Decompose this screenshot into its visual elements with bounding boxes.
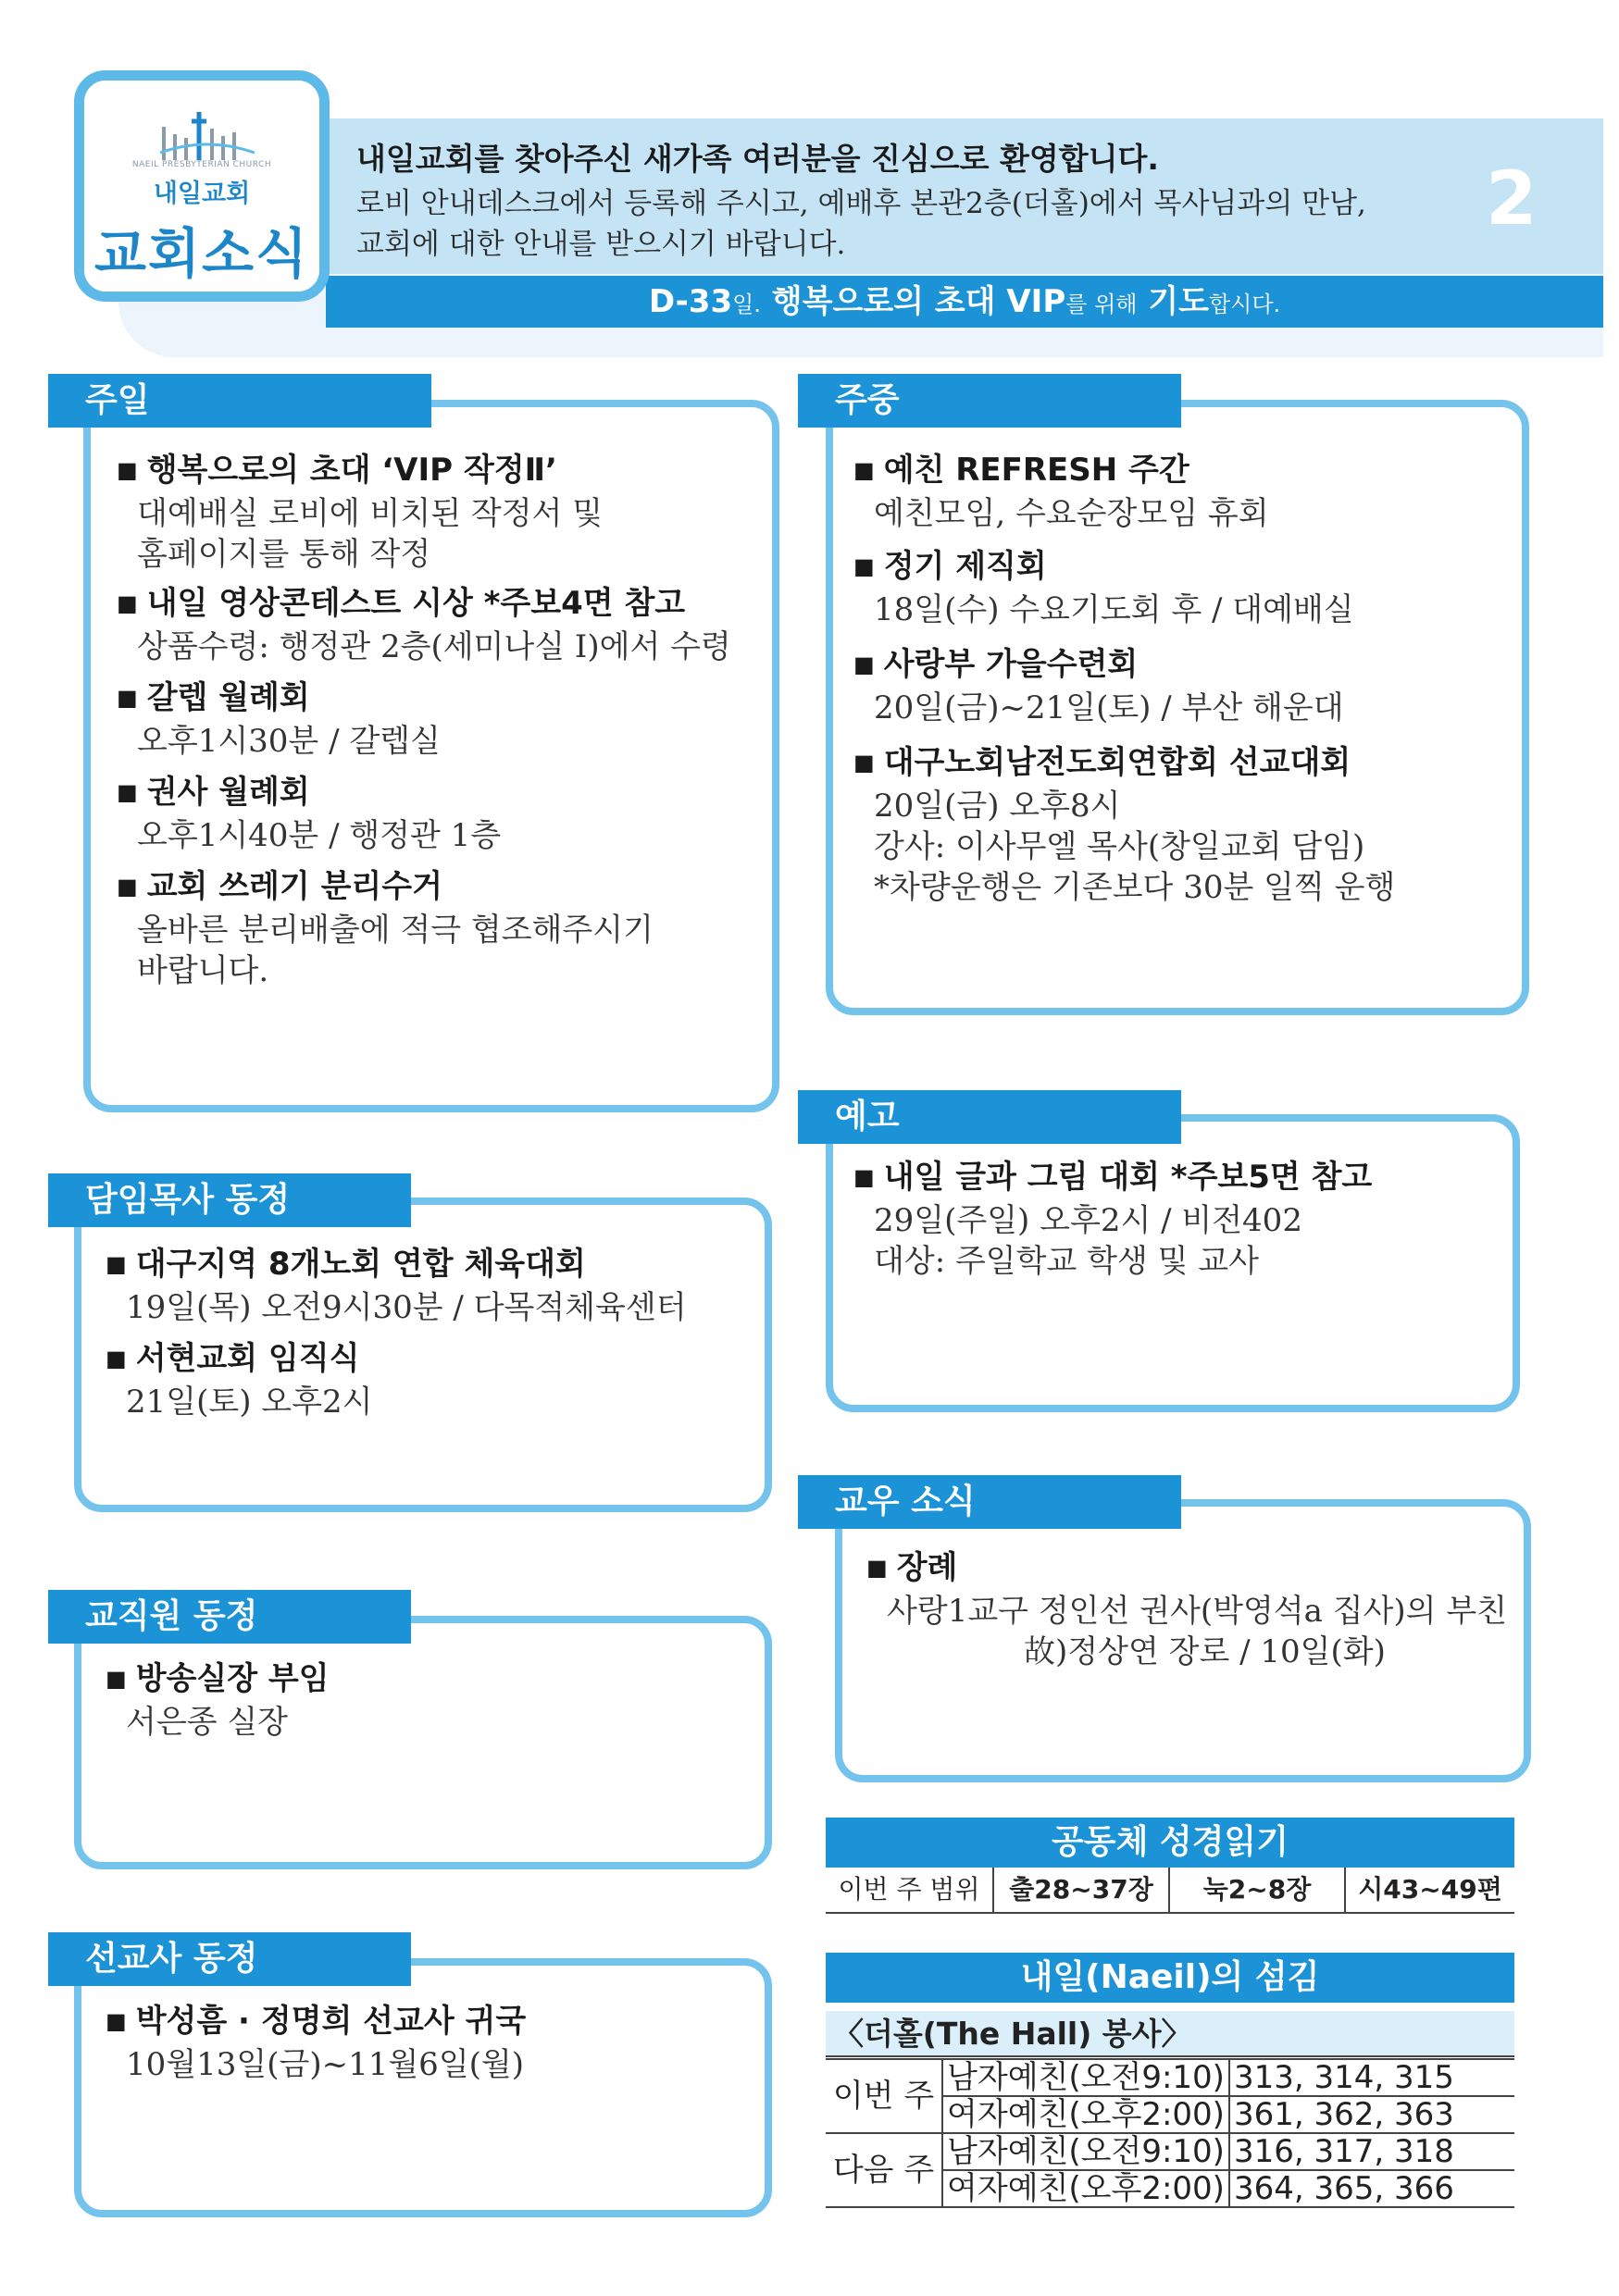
- sunday-item-video-contest: [117, 583, 731, 667]
- square-bullet-icon: ■: [853, 750, 875, 776]
- item-line: 오후1시40분 / 행정관 1층: [137, 817, 502, 854]
- table-row: [826, 2133, 1514, 2170]
- service-title: 내일(Naeil)의 섬김: [826, 1953, 1514, 2003]
- missionary-item-return: [106, 2001, 526, 2085]
- square-bullet-icon: ■: [853, 1164, 875, 1190]
- sunday-item-vip: [117, 450, 603, 575]
- square-bullet-icon: ■: [106, 1251, 127, 1277]
- square-bullet-icon: ■: [117, 685, 138, 711]
- item-title: 예친 REFRESH 주간: [883, 452, 1189, 489]
- item-line: 대상: 주일학교 학생 및 교사: [874, 1243, 1259, 1280]
- weekday-section-label: 주중: [798, 374, 1181, 428]
- item-line: 대예배실 로비에 비치된 작정서 및: [137, 495, 604, 532]
- item-line: 20일(금)~21일(토) / 부산 해운대: [874, 689, 1344, 726]
- item-title: 장례: [896, 1549, 958, 1586]
- item-line: 홈페이지를 통해 작정: [137, 536, 431, 573]
- item-line: 18일(수) 수요기도회 후 / 대예배실: [874, 591, 1354, 628]
- item-line: 서은종 실장: [126, 1704, 289, 1741]
- item-title: 행복으로의 초대 ‘VIP 작정Ⅱ’: [146, 452, 557, 489]
- item-line: *차량운행은 기존보다 30분 일찍 운행: [874, 869, 1396, 906]
- item-line: 20일(금) 오후8시: [874, 788, 1121, 825]
- item-title: 교회 쓰레기 분리수거: [146, 868, 442, 905]
- square-bullet-icon: ■: [866, 1555, 888, 1581]
- item-line: 29일(주일) 오후2시 / 비전402: [874, 1202, 1302, 1239]
- square-bullet-icon: ■: [117, 590, 138, 616]
- logo-church-name: 내일교회: [153, 180, 251, 208]
- dday-count: D-33: [648, 283, 733, 320]
- pastor-section-label: 담임목사 동정: [48, 1173, 411, 1227]
- item-line: 바랍니다.: [137, 952, 269, 989]
- item-line: 상품수령: 행정관 2층(세미나실 I)에서 수령: [137, 628, 731, 665]
- pastor-item-ordination: [106, 1338, 372, 1422]
- item-line: 故)정상연 장로 / 10일(화): [1024, 1633, 1386, 1670]
- dday-title: 행복으로의 초대 VIP: [771, 283, 1066, 320]
- missionary-section-box: [74, 1958, 772, 2217]
- sunday-item-caleb: [117, 677, 441, 762]
- bible-reading-row: [826, 1868, 1514, 1914]
- church-skyline-icon: [158, 108, 256, 162]
- slot-cell: 여자예친(오후2:00): [942, 2170, 1229, 2207]
- week-cell: 이번 주: [826, 2059, 942, 2133]
- numbers-cell: 361, 362, 363: [1229, 2096, 1514, 2133]
- item-title: 박성흠 · 정명희 선교사 귀국: [135, 2003, 527, 2040]
- item-line: 19일(목) 오전9시30분 / 다목적체육센터: [126, 1289, 687, 1326]
- square-bullet-icon: ■: [117, 874, 138, 900]
- logo-subtitle: NAEIL PRESBYTERIAN CHURCH: [131, 160, 272, 169]
- service-subtitle: 〈더홀(The Hall) 봉사〉: [826, 2011, 1514, 2057]
- item-line: 오후1시30분 / 갈렙실: [137, 723, 441, 760]
- missionary-section-label: 선교사 동정: [48, 1932, 411, 1986]
- numbers-cell: 316, 317, 318: [1229, 2133, 1514, 2170]
- item-title: 서현교회 임직식: [135, 1340, 360, 1377]
- member-news-section-label: 교우 소식: [798, 1475, 1181, 1529]
- item-line: 사랑1교구 정인선 권사(박영석a 집사)의 부친: [887, 1593, 1508, 1630]
- staff-section-box: [74, 1616, 772, 1869]
- weekday-item-retreat: [853, 644, 1344, 728]
- dday-prayer: 기도: [1148, 283, 1209, 320]
- dday-end: 합시다.: [1208, 292, 1281, 317]
- square-bullet-icon: ■: [117, 457, 138, 483]
- service-table: [826, 2058, 1514, 2208]
- item-line: 예친모임, 수요순장모임 휴회: [874, 495, 1269, 532]
- sunday-item-recycling: [117, 866, 654, 991]
- notice-item-contest: [853, 1157, 1372, 1282]
- bible-range-label: 이번 주 범위: [838, 1874, 980, 1905]
- sunday-item-deaconess: [117, 772, 501, 856]
- item-title: 내일 글과 그림 대회 *주보5면 참고: [883, 1159, 1373, 1196]
- weekday-item-mission-rally: [853, 742, 1395, 908]
- numbers-cell: 313, 314, 315: [1229, 2059, 1514, 2096]
- staff-item-appointment: [106, 1658, 330, 1743]
- item-line: 21일(토) 오후2시: [126, 1384, 373, 1421]
- dday-for: 를 위해: [1065, 292, 1138, 317]
- item-title: 갈렙 월례회: [146, 679, 310, 716]
- item-line: 올바른 분리배출에 적극 협조해주시기: [137, 912, 654, 949]
- welcome-text-line-2: 교회에 대한 안내를 받으시기 바랍니다.: [356, 228, 846, 261]
- weekday-item-refresh: [853, 450, 1269, 534]
- bible-range-cell: 눅2~8장: [1168, 1868, 1344, 1912]
- dday-unit: 일.: [732, 292, 761, 317]
- item-title: 정기 제직회: [883, 548, 1047, 585]
- member-news-item-funeral: [866, 1547, 1507, 1672]
- slot-cell: 남자예친(오전9:10): [942, 2133, 1229, 2170]
- sunday-section-label: 주일: [48, 374, 431, 428]
- bible-range-cell: 시43~49편: [1344, 1868, 1514, 1912]
- bible-range-cell: 출28~37장: [992, 1868, 1168, 1912]
- table-row: [826, 2059, 1514, 2096]
- item-title: 대구노회남전도회연합회 선교대회: [883, 744, 1351, 781]
- slot-cell: 여자예친(오후2:00): [942, 2096, 1229, 2133]
- item-title: 사랑부 가을수련회: [883, 646, 1139, 683]
- square-bullet-icon: ■: [117, 779, 138, 805]
- square-bullet-icon: ■: [106, 1346, 127, 1371]
- notice-section-label: 예고: [798, 1090, 1181, 1144]
- item-title: 내일 영상콘테스트 시상 *주보4면 참고: [146, 585, 686, 622]
- pastor-item-sports-day: [106, 1244, 687, 1328]
- square-bullet-icon: ■: [106, 2008, 127, 2034]
- square-bullet-icon: ■: [853, 553, 875, 579]
- church-logo-box: [74, 70, 330, 302]
- dday-prayer-banner: [326, 276, 1603, 328]
- weekday-item-board-meeting: [853, 546, 1354, 630]
- page-number: 2: [1486, 155, 1538, 242]
- welcome-text-line-1: 로비 안내데스크에서 등록해 주시고, 예배후 본관2층(더홀)에서 목사님과의 만남,: [356, 187, 1366, 220]
- slot-cell: 남자예친(오전9:10): [942, 2059, 1229, 2096]
- welcome-heading: 내일교회를 찾아주신 새가족 여러분을 진심으로 환영합니다.: [356, 141, 1159, 177]
- square-bullet-icon: ■: [853, 652, 875, 677]
- numbers-cell: 364, 365, 366: [1229, 2170, 1514, 2207]
- item-title: 방송실장 부임: [135, 1660, 330, 1697]
- item-line: 강사: 이사무엘 목사(창일교회 담임): [874, 828, 1365, 865]
- item-line: 10월13일(금)~11월6일(월): [126, 2046, 525, 2083]
- bible-reading-title: 공동체 성경읽기: [826, 1818, 1514, 1868]
- item-title: 권사 월례회: [146, 774, 310, 811]
- square-bullet-icon: ■: [853, 457, 875, 483]
- page-title: 교회소식: [93, 222, 310, 285]
- item-title: 대구지역 8개노회 연합 체육대회: [135, 1246, 586, 1283]
- square-bullet-icon: ■: [106, 1666, 127, 1692]
- staff-section-label: 교직원 동정: [48, 1590, 411, 1644]
- week-cell: 다음 주: [826, 2133, 942, 2207]
